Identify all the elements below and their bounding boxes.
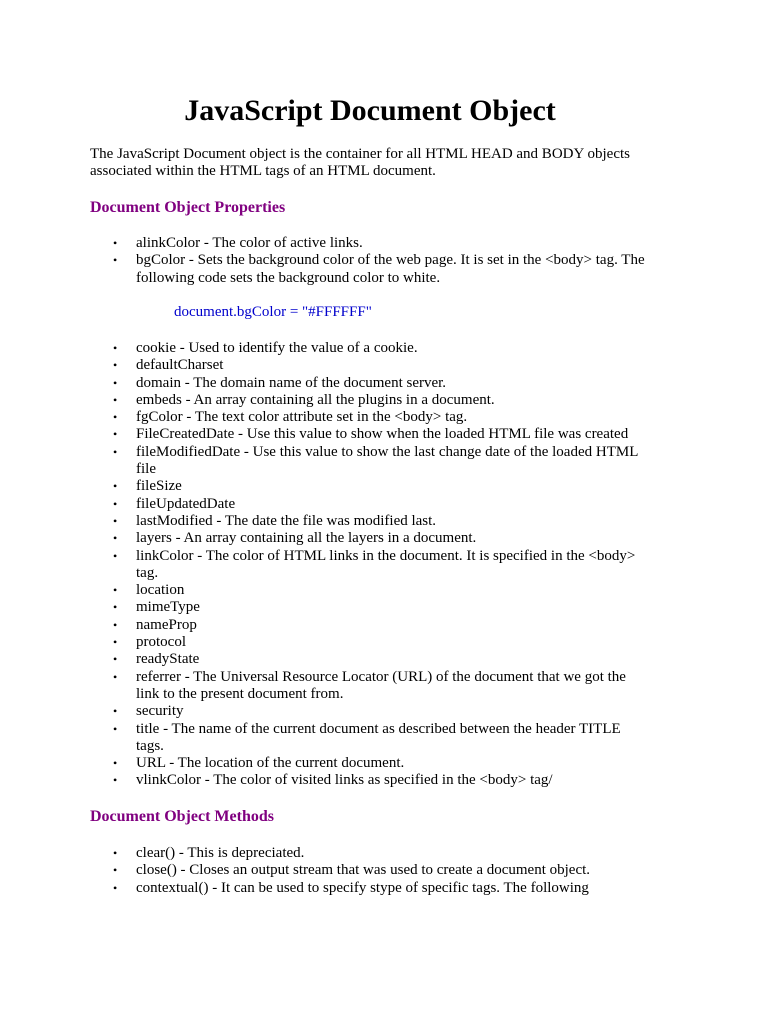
bullet-icon: • — [113, 392, 118, 407]
list-item: • URL - The location of the current document. — [113, 755, 405, 772]
code-example: document.bgColor = "#FFFFFF" — [174, 304, 372, 320]
page-title: JavaScript Document Object — [184, 94, 556, 127]
intro-paragraph: The JavaScript Document object is the container for all HTML HEAD and BODY objects associated within the HTML tags of an HTML document. — [90, 146, 630, 179]
list-item: • readyState — [113, 651, 200, 668]
list-item: • fgColor - The text color attribute set in the <body> tag. — [113, 409, 468, 426]
list-item: • layers - An array containing all the layers in a document. — [113, 530, 477, 547]
bullet-icon: • — [113, 652, 118, 667]
bullet-icon: • — [113, 617, 118, 632]
properties-list-rest — [90, 340, 650, 790]
bullet-icon: • — [113, 513, 118, 528]
bullet-icon: • — [113, 375, 118, 390]
bullet-icon: • — [113, 427, 118, 442]
list-item: • defaultCharset — [113, 357, 224, 374]
properties-list-top — [90, 235, 650, 287]
methods-list — [90, 845, 650, 897]
list-item: • cookie - Used to identify the value of a cookie. — [113, 340, 418, 356]
list-item: • lastModified - The date the file was modified last. — [113, 512, 437, 529]
bullet-icon: • — [113, 846, 118, 860]
bullet-icon: • — [113, 721, 118, 736]
list-item: • title - The name of the current document as described between the header TITLE tags. — [113, 720, 621, 754]
bullet-icon: • — [113, 410, 118, 425]
bullet-icon: • — [113, 236, 118, 250]
list-item: • referrer - The Universal Resource Locator (URL) of the document that we got the link to the present document from. — [113, 668, 626, 702]
bullet-icon: • — [113, 583, 118, 598]
bullet-icon: • — [113, 358, 118, 373]
list-item: • protocol — [113, 634, 186, 651]
list-item: • embeds - An array containing all the plugins in a document. — [113, 391, 495, 408]
bullet-icon: • — [113, 880, 118, 895]
bullet-icon: • — [113, 863, 118, 878]
methods-heading: Document Object Methods — [90, 808, 274, 825]
bullet-icon: • — [113, 756, 118, 771]
list-item: • contextual() - It can be used to specify stype of specific tags. The following — [113, 879, 589, 896]
list-item: • mimeType — [113, 599, 200, 616]
list-item: • clear() - This is depreciated. — [113, 845, 305, 861]
list-item: • close() - Closes an output stream that was used to create a document object. — [113, 862, 591, 879]
bullet-icon: • — [113, 253, 118, 268]
bullet-icon: • — [113, 496, 118, 511]
bullet-icon: • — [113, 704, 118, 719]
list-item: • linkColor - The color of HTML links in the document. It is specified in the <body> tag. — [113, 547, 636, 581]
bullet-icon: • — [113, 531, 118, 546]
list-item: • fileUpdatedDate — [113, 495, 236, 512]
list-item: • domain - The domain name of the document server. — [113, 374, 447, 391]
list-item: • bgColor - Sets the background color of the web page. It is set in the <body> tag. The following code sets the background color to white. — [113, 252, 645, 286]
list-item: • security — [113, 703, 184, 720]
bullet-icon: • — [113, 635, 118, 650]
bullet-icon: • — [113, 600, 118, 615]
bullet-icon: • — [113, 444, 118, 459]
list-item: • vlinkColor - The color of visited links as specified in the <body> tag/ — [113, 772, 553, 789]
list-item: • location — [113, 582, 185, 599]
bullet-icon: • — [113, 669, 118, 684]
bullet-icon: • — [113, 341, 118, 355]
bullet-icon: • — [113, 548, 118, 563]
list-item: • fileModifiedDate - Use this value to show the last change date of the loaded HTML file — [113, 443, 638, 478]
bullet-icon: • — [113, 479, 118, 494]
list-item: • alinkColor - The color of active links. — [113, 235, 363, 251]
list-item: • fileSize — [113, 478, 182, 495]
bullet-icon: • — [113, 773, 118, 788]
list-item: • nameProp — [113, 616, 197, 633]
properties-heading: Document Object Properties — [90, 199, 286, 216]
list-item: • FileCreatedDate - Use this value to show when the loaded HTML file was created — [113, 426, 629, 443]
